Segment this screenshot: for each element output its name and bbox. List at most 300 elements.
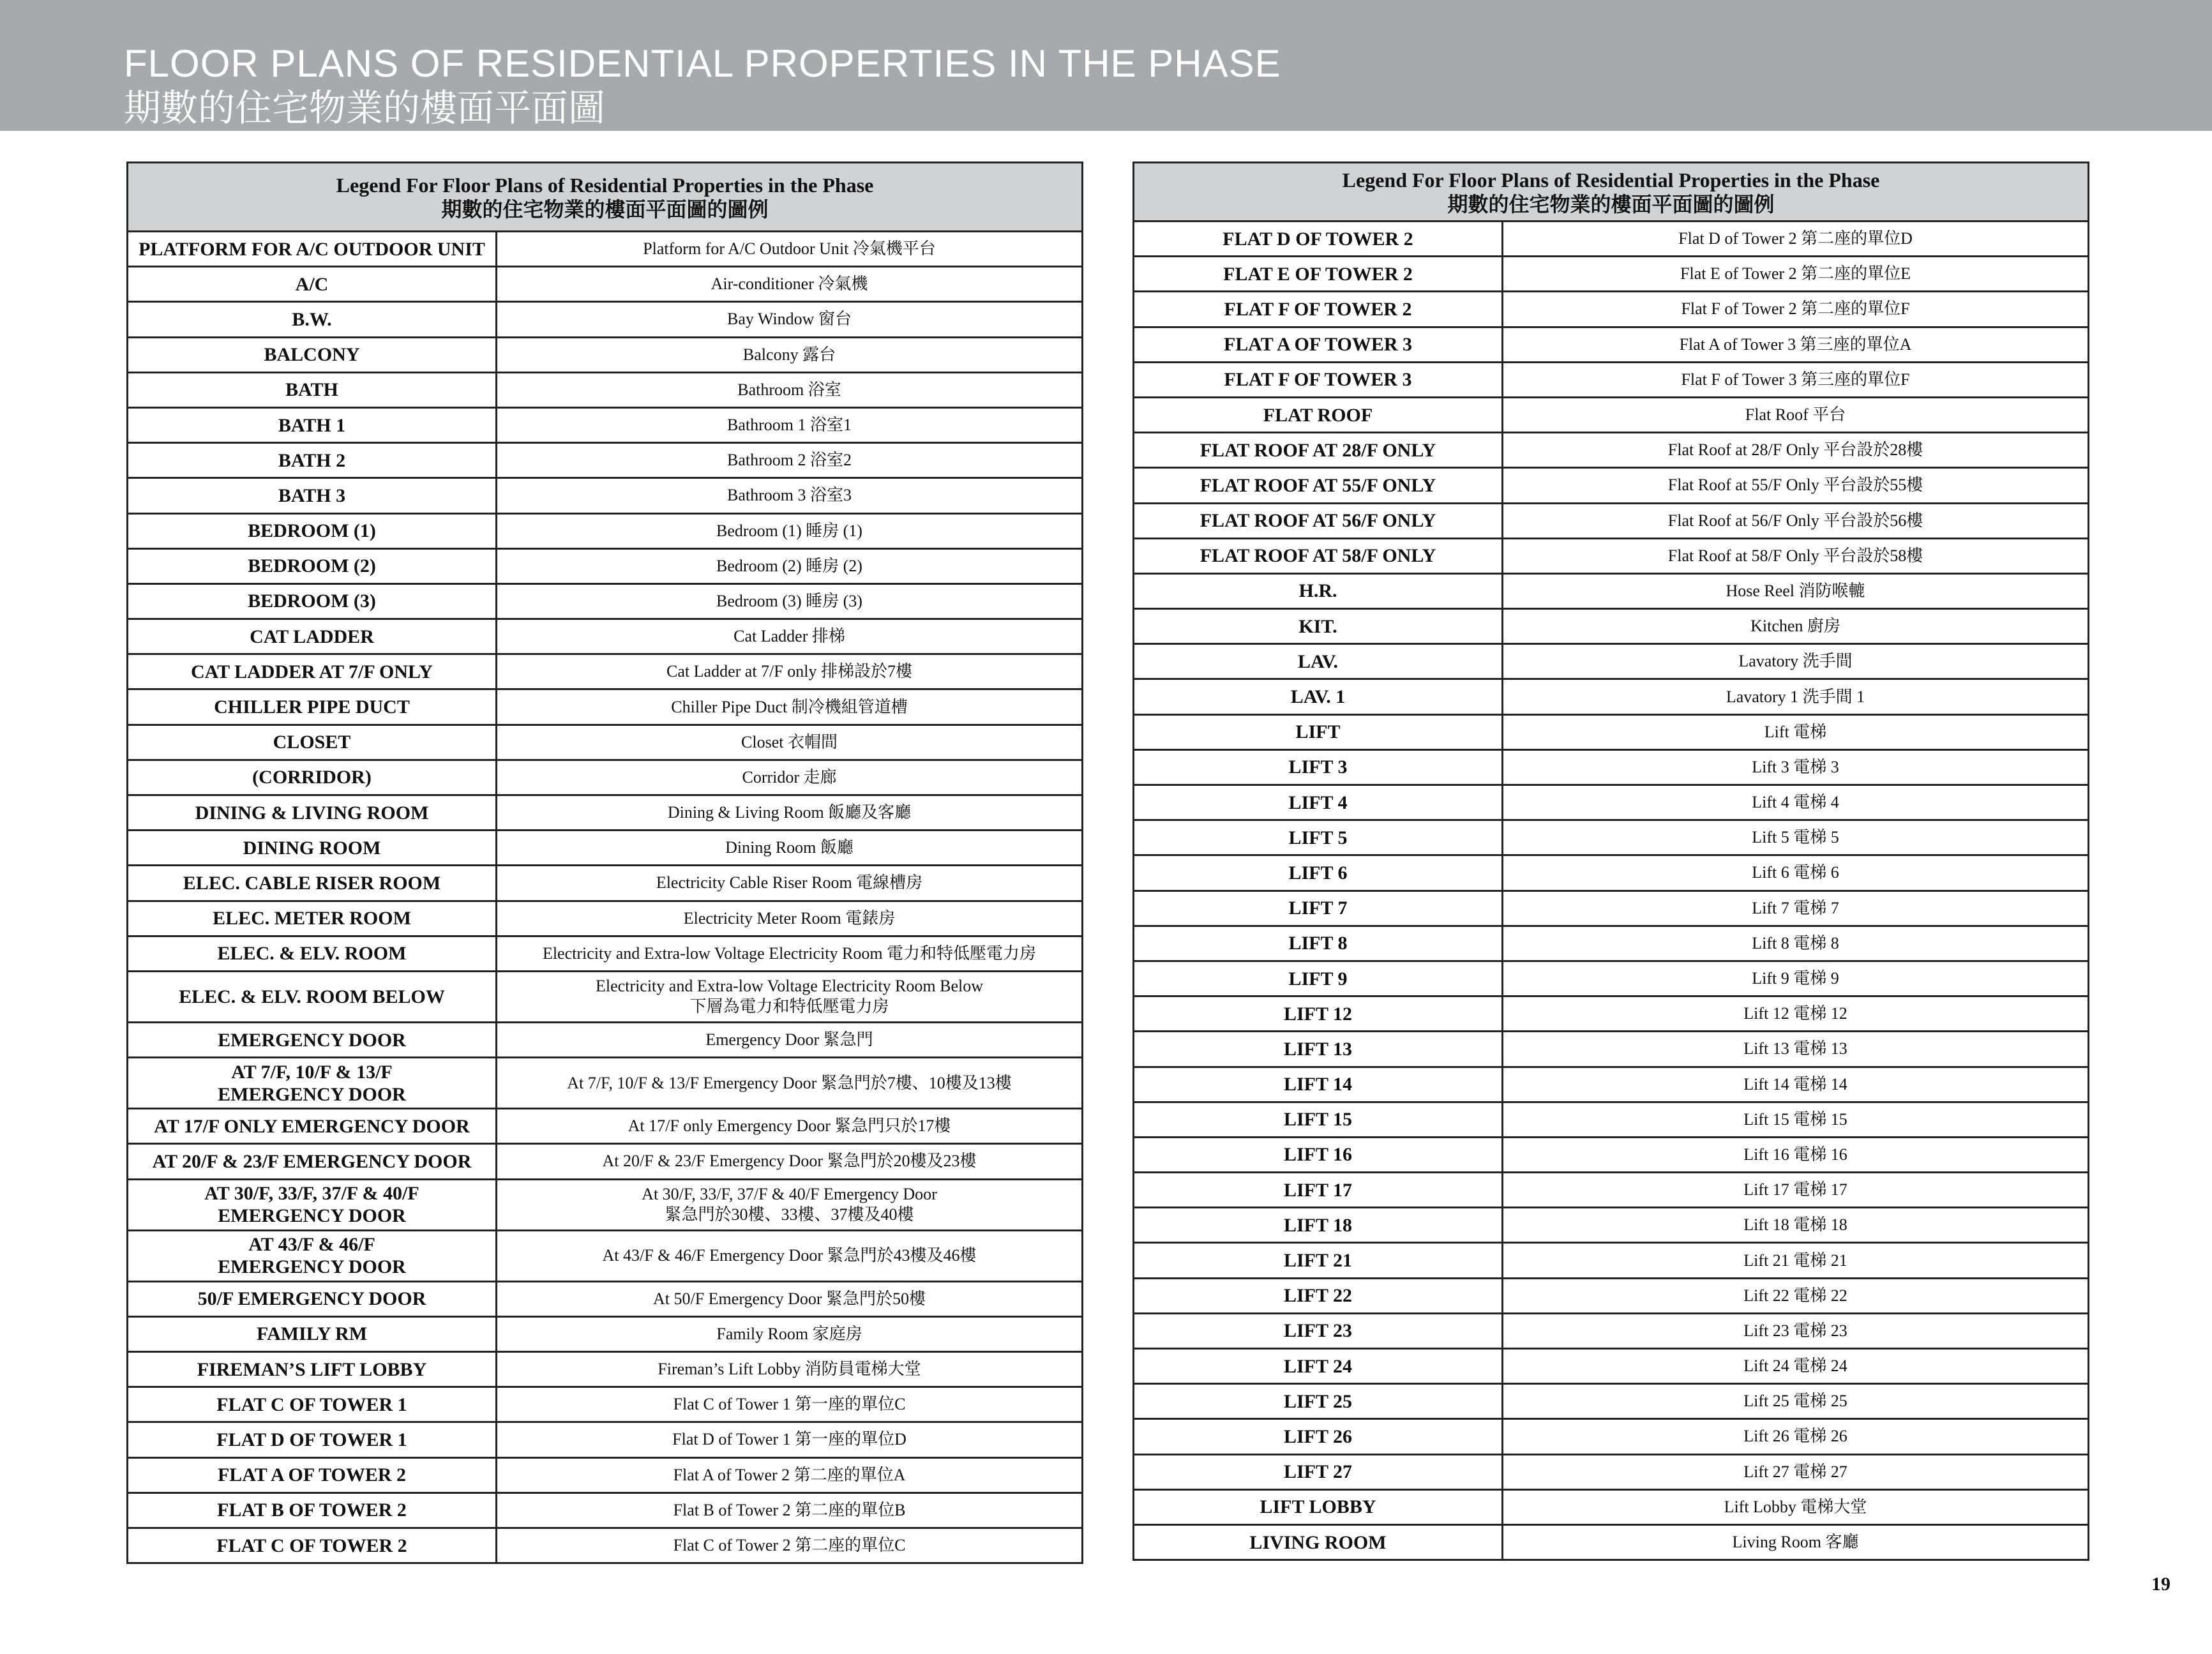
legend-abbreviation <box>1134 1067 1503 1102</box>
legend-row <box>1134 1489 2089 1524</box>
legend-description <box>497 583 1083 619</box>
legend-description <box>497 1179 1083 1230</box>
legend-abbreviation-text: LIFT 3 <box>1288 756 1348 778</box>
legend-row <box>1134 820 2089 855</box>
legend-description <box>1503 433 2089 468</box>
legend-abbreviation-text: LIFT 14 <box>1284 1074 1352 1095</box>
legend-abbreviation-text: BEDROOM (2) <box>248 555 376 577</box>
legend-description-text: Lift 27 電梯 27 <box>1743 1462 1847 1481</box>
legend-description-text: Lift 8 電梯 8 <box>1752 933 1839 952</box>
legend-description-text: Flat C of Tower 1 第一座的單位C <box>673 1395 906 1414</box>
legend-abbreviation-text: ELEC. METER ROOM <box>213 908 411 929</box>
legend-abbreviation-text: ELEC. & ELV. ROOM <box>217 943 407 965</box>
legend-abbreviation <box>1134 644 1503 679</box>
legend-abbreviation <box>1134 996 1503 1032</box>
legend-description-text: Emergency Door 緊急門 <box>705 1030 873 1049</box>
legend-abbreviation <box>128 267 497 302</box>
legend-abbreviation <box>1134 820 1503 855</box>
legend-abbreviation <box>1134 1489 1503 1524</box>
legend-row <box>128 1109 1083 1144</box>
legend-abbreviation <box>1134 292 1503 327</box>
legend-abbreviation-text: CHILLER PIPE DUCT <box>214 696 410 718</box>
legend-row <box>128 689 1083 725</box>
legend-abbreviation-text: BATH 2 <box>278 449 346 471</box>
legend-abbreviation <box>128 302 497 337</box>
legend-description <box>1503 468 2089 503</box>
legend-description-text: Air-conditioner 冷氣機 <box>711 274 868 294</box>
legend-abbreviation <box>128 760 497 795</box>
legend-row <box>1134 573 2089 608</box>
legend-abbreviation <box>1134 468 1503 503</box>
legend-description-text: Lift 25 電梯 25 <box>1743 1392 1847 1411</box>
legend-abbreviation <box>1134 1208 1503 1243</box>
legend-row <box>1134 468 2089 503</box>
legend-description-text: Flat Roof at 58/F Only 平台設於58樓 <box>1667 546 1923 565</box>
legend-abbreviation-text: B.W. <box>292 308 332 330</box>
legend-abbreviation-text: FLAT ROOF <box>1263 404 1373 426</box>
legend-abbreviation-text: DINING ROOM <box>243 837 381 859</box>
legend-row <box>128 1230 1083 1281</box>
legend-description <box>1503 749 2089 785</box>
legend-abbreviation-text: LIFT 13 <box>1284 1038 1352 1060</box>
legend-description <box>497 936 1083 971</box>
legend-description-text: Flat C of Tower 2 第二座的單位C <box>673 1536 906 1555</box>
legend-abbreviation <box>128 936 497 971</box>
legend-abbreviation-text: CAT LADDER AT 7/F ONLY <box>191 661 433 682</box>
legend-description-text: Lift 18 電梯 18 <box>1743 1215 1847 1235</box>
legend-description <box>497 795 1083 831</box>
legend-description <box>1503 292 2089 327</box>
legend-description-text: Kitchen 廚房 <box>1750 617 1840 636</box>
legend-abbreviation-text: LIFT 6 <box>1288 862 1348 883</box>
legend-abbreviation <box>128 831 497 866</box>
legend-abbreviation-text: KIT. <box>1298 615 1337 637</box>
legend-abbreviation <box>128 583 497 619</box>
legend-description-text: Lift 24 電梯 24 <box>1743 1357 1847 1376</box>
legend-description-text: Chiller Pipe Duct 制冷機組管道槽 <box>671 697 908 716</box>
legend-description-text: Flat Roof at 56/F Only 平台設於56樓 <box>1667 511 1923 530</box>
legend-abbreviation-text: ELEC. & ELV. ROOM BELOW <box>179 986 445 1007</box>
legend-abbreviation <box>1134 926 1503 961</box>
legend-row <box>128 407 1083 442</box>
legend-table-right <box>1132 162 2089 1561</box>
legend-description <box>497 1281 1083 1316</box>
legend-description-text: Flat B of Tower 2 第二座的單位B <box>673 1500 906 1519</box>
legend-abbreviation <box>128 1109 497 1144</box>
legend-row <box>1134 1384 2089 1419</box>
legend-abbreviation <box>1134 891 1503 926</box>
legend-description-text: Lift 5 電梯 5 <box>1752 828 1839 847</box>
legend-description <box>497 619 1083 654</box>
legend-abbreviation <box>1134 1278 1503 1313</box>
legend-row <box>128 654 1083 689</box>
legend-description-text: Electricity and Extra-low Voltage Electricity Room Below <box>596 977 983 996</box>
legend-abbreviation <box>128 901 497 936</box>
legend-description <box>497 548 1083 583</box>
legend-description-text: Lift 9 電梯 9 <box>1752 969 1839 988</box>
legend-abbreviation <box>1134 222 1503 257</box>
legend-abbreviation <box>128 1144 497 1179</box>
legend-abbreviation <box>1134 327 1503 362</box>
legend-description-text: Lift 6 電梯 6 <box>1752 863 1839 882</box>
legend-title-zh: 期數的住宅物業的樓面平面圖的圖例 <box>441 197 769 221</box>
legend-description-text: Bathroom 1 浴室1 <box>727 416 852 435</box>
legend-description <box>1503 820 2089 855</box>
legend-description-text: At 30/F, 33/F, 37/F & 40/F Emergency Door <box>642 1185 937 1204</box>
legend-row <box>1134 397 2089 432</box>
legend-description <box>1503 855 2089 891</box>
legend-description-text: Cat Ladder at 7/F only 排梯設於7樓 <box>666 662 912 681</box>
legend-description <box>1503 327 2089 362</box>
legend-description <box>1503 1137 2089 1172</box>
legend-description-text: Lift 17 電梯 17 <box>1743 1180 1847 1199</box>
legend-description-text: Lift 13 電梯 13 <box>1743 1039 1847 1058</box>
legend-description <box>1503 1454 2089 1489</box>
legend-description <box>497 478 1083 513</box>
page-title-zh: 期數的住宅物業的樓面平面圖 <box>124 86 606 130</box>
legend-row <box>128 302 1083 337</box>
legend-abbreviation-text: LIFT 21 <box>1284 1250 1352 1272</box>
legend-abbreviation-text: FLAT F OF TOWER 3 <box>1224 369 1412 391</box>
legend-abbreviation <box>1134 1454 1503 1489</box>
legend-description-text: Lift 12 電梯 12 <box>1743 1004 1847 1023</box>
legend-description <box>497 337 1083 372</box>
legend-row <box>1134 1102 2089 1137</box>
legend-abbreviation-text-line2: EMERGENCY DOOR <box>218 1205 406 1227</box>
legend-abbreviation-text: FLAT ROOF AT 58/F ONLY <box>1200 545 1436 567</box>
legend-abbreviation-text: LIFT 25 <box>1284 1390 1352 1412</box>
legend-abbreviation <box>128 443 497 478</box>
legend-abbreviation-text: BATH 1 <box>278 414 346 436</box>
legend-description-text: Balcony 露台 <box>742 345 836 364</box>
legend-abbreviation <box>1134 1419 1503 1454</box>
legend-abbreviation-text: LIFT 7 <box>1288 898 1348 919</box>
legend-row <box>1134 1313 2089 1348</box>
legend-abbreviation-text: BATH 3 <box>278 485 346 506</box>
legend-abbreviation <box>1134 1173 1503 1208</box>
legend-description-text: Lift 電梯 <box>1764 722 1827 741</box>
legend-row <box>1134 327 2089 362</box>
legend-description-text: Bathroom 2 浴室2 <box>727 451 852 470</box>
legend-abbreviation <box>128 232 497 267</box>
legend-description-text: Bathroom 3 浴室3 <box>727 486 852 505</box>
legend-description-text-line2: 下層為電力和特低壓電力房 <box>689 997 889 1016</box>
legend-description <box>1503 573 2089 608</box>
legend-abbreviation-text: LIFT 27 <box>1284 1461 1352 1483</box>
legend-abbreviation-text: PLATFORM FOR A/C OUTDOOR UNIT <box>139 238 485 260</box>
legend-abbreviation <box>1134 749 1503 785</box>
legend-abbreviation <box>1134 1137 1503 1172</box>
legend-description <box>497 654 1083 689</box>
legend-abbreviation <box>128 1022 497 1057</box>
legend-abbreviation-text: ELEC. CABLE RISER ROOM <box>183 872 441 894</box>
legend-description <box>497 1422 1083 1457</box>
legend-abbreviation <box>1134 1102 1503 1137</box>
legend-abbreviation-text: BALCONY <box>264 344 360 366</box>
legend-abbreviation <box>1134 573 1503 608</box>
legend-abbreviation <box>128 1492 497 1528</box>
legend-row <box>1134 961 2089 996</box>
legend-description <box>497 513 1083 548</box>
legend-abbreviation <box>128 689 497 725</box>
legend-row <box>128 1316 1083 1351</box>
legend-description <box>1503 644 2089 679</box>
legend-abbreviation <box>1134 1313 1503 1348</box>
legend-row <box>1134 749 2089 785</box>
legend-description <box>497 760 1083 795</box>
legend-abbreviation <box>128 971 497 1022</box>
legend-abbreviation <box>1134 961 1503 996</box>
legend-description-text: Lift 14 電梯 14 <box>1743 1074 1847 1094</box>
legend-abbreviation <box>128 407 497 442</box>
legend-description <box>1503 996 2089 1032</box>
legend-abbreviation-text: FLAT D OF TOWER 2 <box>1223 228 1413 250</box>
page-title-en: FLOOR PLANS OF RESIDENTIAL PROPERTIES IN THE PHASE <box>124 42 1281 85</box>
legend-row <box>128 267 1083 302</box>
legend-row <box>128 583 1083 619</box>
legend-description <box>497 407 1083 442</box>
legend-abbreviation-text: LIFT LOBBY <box>1260 1496 1376 1518</box>
legend-description-text: Flat D of Tower 1 第一座的單位D <box>672 1430 907 1449</box>
legend-description <box>1503 1067 2089 1102</box>
legend-abbreviation <box>1134 397 1503 432</box>
legend-description <box>497 1352 1083 1387</box>
legend-abbreviation-text: LIFT 15 <box>1284 1109 1352 1131</box>
legend-abbreviation <box>128 1457 497 1492</box>
legend-row <box>128 971 1083 1022</box>
legend-description <box>1503 926 2089 961</box>
legend-description-text: At 50/F Emergency Door 緊急門於50樓 <box>652 1289 926 1308</box>
legend-abbreviation <box>1134 538 1503 573</box>
legend-abbreviation-text: BEDROOM (3) <box>248 590 376 612</box>
legend-description-text: Lavatory 1 洗手間 1 <box>1726 687 1865 706</box>
legend-row <box>1134 1349 2089 1384</box>
legend-abbreviation-text: LIFT 23 <box>1284 1320 1352 1342</box>
legend-description-text-line2: 緊急門於30樓、33樓、37樓及40樓 <box>665 1205 914 1224</box>
legend-row <box>128 513 1083 548</box>
legend-description <box>1503 503 2089 538</box>
legend-description-text: Dining & Living Room 飯廳及客廳 <box>667 803 912 822</box>
legend-description-text: Closet 衣帽間 <box>741 732 838 751</box>
legend-abbreviation <box>128 478 497 513</box>
legend-row <box>128 795 1083 831</box>
legend-description-text: Bedroom (2) 睡房 (2) <box>716 556 862 575</box>
legend-row <box>1134 292 2089 327</box>
legend-description <box>497 831 1083 866</box>
legend-abbreviation-text: LIFT 17 <box>1284 1179 1352 1201</box>
legend-abbreviation-text: LIFT 24 <box>1284 1355 1352 1377</box>
legend-abbreviation-text: LIFT 9 <box>1288 968 1348 989</box>
legend-abbreviation <box>128 372 497 407</box>
legend-description <box>1503 679 2089 714</box>
legend-description-text: Bedroom (1) 睡房 (1) <box>716 521 862 540</box>
legend-description <box>1503 1384 2089 1419</box>
legend-abbreviation-text: (CORRIDOR) <box>252 767 372 788</box>
legend-description-text: Bedroom (3) 睡房 (3) <box>716 591 862 610</box>
legend-description <box>1503 257 2089 292</box>
header-band <box>0 0 2212 131</box>
legend-abbreviation <box>1134 433 1503 468</box>
legend-description <box>1503 538 2089 573</box>
legend-description <box>497 1109 1083 1144</box>
legend-abbreviation <box>128 1058 497 1109</box>
legend-abbreviation-text: H.R. <box>1298 580 1337 602</box>
legend-abbreviation-text: LIFT 22 <box>1284 1285 1352 1307</box>
legend-description <box>497 1316 1083 1351</box>
legend-description-text: Family Room 家庭房 <box>716 1324 862 1343</box>
legend-abbreviation-text-line2: EMERGENCY DOOR <box>218 1256 406 1278</box>
legend-row <box>1134 714 2089 749</box>
legend-abbreviation-text: FLAT A OF TOWER 3 <box>1223 334 1413 356</box>
legend-row <box>1134 996 2089 1032</box>
legend-abbreviation-text: BEDROOM (1) <box>248 520 376 542</box>
legend-description <box>1503 891 2089 926</box>
legend-row <box>128 901 1083 936</box>
legend-description <box>1503 961 2089 996</box>
legend-row <box>1134 257 2089 292</box>
legend-row <box>128 725 1083 760</box>
legend-title-en: Legend For Floor Plans of Residential Properties in the Phase <box>336 173 874 197</box>
legend-abbreviation-text: A/C <box>295 273 329 295</box>
legend-title <box>1134 163 2089 222</box>
legend-description <box>1503 397 2089 432</box>
legend-description <box>497 302 1083 337</box>
legend-description <box>497 1144 1083 1179</box>
legend-description <box>1503 222 2089 257</box>
legend-description-text: Bay Window 窗台 <box>727 310 852 329</box>
legend-abbreviation <box>128 1422 497 1457</box>
legend-description-text: Lift 4 電梯 4 <box>1752 793 1839 812</box>
legend-abbreviation-text: CLOSET <box>273 732 351 753</box>
legend-abbreviation <box>1134 714 1503 749</box>
legend-abbreviation-text: FIREMAN’S LIFT LOBBY <box>197 1358 427 1380</box>
legend-row <box>1134 1419 2089 1454</box>
legend-row <box>128 337 1083 372</box>
legend-abbreviation-text: FLAT ROOF AT 55/F ONLY <box>1200 474 1436 496</box>
legend-description <box>497 232 1083 267</box>
legend-row <box>1134 891 2089 926</box>
legend-row <box>1134 1243 2089 1278</box>
legend-description <box>1503 1278 2089 1313</box>
legend-row <box>128 1281 1083 1316</box>
legend-description-text: Flat A of Tower 3 第三座的單位A <box>1679 335 1912 354</box>
legend-abbreviation-text: FLAT A OF TOWER 2 <box>217 1464 407 1486</box>
legend-abbreviation <box>128 866 497 901</box>
legend-description-text: Electricity Cable Riser Room 電線槽房 <box>656 873 923 892</box>
legend-description <box>497 1058 1083 1109</box>
legend-abbreviation-text: LIFT 26 <box>1284 1425 1352 1447</box>
legend-row <box>1134 362 2089 397</box>
legend-row <box>128 548 1083 583</box>
legend-row <box>128 936 1083 971</box>
legend-abbreviation-text: LIFT 18 <box>1284 1214 1352 1236</box>
legend-description-text: Lift 23 電梯 23 <box>1743 1321 1847 1340</box>
legend-description-text: Flat Roof 平台 <box>1745 405 1846 425</box>
legend-row <box>128 478 1083 513</box>
legend-abbreviation <box>1134 1349 1503 1384</box>
legend-row <box>1134 644 2089 679</box>
legend-row <box>1134 1067 2089 1102</box>
legend-abbreviation-text: AT 20/F & 23/F EMERGENCY DOOR <box>152 1150 472 1172</box>
legend-row <box>128 866 1083 901</box>
legend-description-text: Fireman’s Lift Lobby 消防員電梯大堂 <box>658 1360 921 1379</box>
legend-description <box>497 1022 1083 1057</box>
legend-abbreviation <box>128 654 497 689</box>
legend-abbreviation-text: FLAT F OF TOWER 2 <box>1224 298 1412 320</box>
legend-description-text: At 17/F only Emergency Door 緊急門只於17樓 <box>628 1116 951 1136</box>
legend-abbreviation-text: FLAT C OF TOWER 1 <box>216 1394 407 1415</box>
legend-abbreviation-text: FLAT D OF TOWER 1 <box>216 1429 407 1450</box>
legend-abbreviation <box>128 1316 497 1351</box>
legend-row <box>1134 679 2089 714</box>
legend-description-text: At 20/F & 23/F Emergency Door 緊急門於20樓及23樓 <box>602 1152 977 1171</box>
legend-description <box>1503 1349 2089 1384</box>
legend-description <box>1503 1173 2089 1208</box>
legend-abbreviation-text: LIFT <box>1295 721 1341 743</box>
legend-title <box>128 163 1083 232</box>
legend-abbreviation-text: LIFT 16 <box>1284 1144 1352 1166</box>
legend-description-text: Platform for A/C Outdoor Unit 冷氣機平台 <box>643 239 936 259</box>
legend-abbreviation <box>128 1387 497 1422</box>
legend-description-text: Lavatory 洗手間 <box>1738 652 1853 671</box>
legend-description-text: Lift 21 電梯 21 <box>1743 1251 1847 1270</box>
legend-description <box>1503 609 2089 644</box>
legend-row <box>1134 1208 2089 1243</box>
legend-abbreviation <box>1134 1243 1503 1278</box>
legend-description <box>497 725 1083 760</box>
legend-description-text: Lift 7 電梯 7 <box>1752 898 1839 917</box>
legend-abbreviation <box>128 1352 497 1387</box>
legend-row <box>1134 855 2089 891</box>
legend-abbreviation <box>1134 257 1503 292</box>
legend-abbreviation <box>128 548 497 583</box>
legend-row <box>128 619 1083 654</box>
legend-description <box>497 901 1083 936</box>
legend-description <box>497 1230 1083 1281</box>
legend-description <box>1503 1524 2089 1560</box>
legend-description-text: Lift 3 電梯 3 <box>1752 757 1839 776</box>
legend-description-text: Lift 22 電梯 22 <box>1743 1286 1847 1305</box>
legend-description <box>1503 1102 2089 1137</box>
legend-row <box>128 1387 1083 1422</box>
legend-abbreviation-text: CAT LADDER <box>250 626 374 647</box>
legend-description <box>497 1528 1083 1563</box>
legend-row <box>1134 609 2089 644</box>
legend-row <box>1134 1173 2089 1208</box>
legend-row <box>1134 503 2089 538</box>
legend-row <box>1134 1524 2089 1560</box>
legend-abbreviation-text: FLAT B OF TOWER 2 <box>217 1500 407 1521</box>
legend-description-text: Living Room 客廳 <box>1732 1533 1859 1552</box>
legend-abbreviation <box>128 619 497 654</box>
legend-description <box>497 372 1083 407</box>
legend-description-text: Flat A of Tower 2 第二座的單位A <box>673 1465 906 1484</box>
legend-row <box>1134 538 2089 573</box>
legend-row <box>128 760 1083 795</box>
legend-abbreviation-text: FLAT ROOF AT 56/F ONLY <box>1200 510 1436 532</box>
legend-description-text: Electricity Meter Room 電錶房 <box>683 908 896 928</box>
legend-table-left <box>126 162 1083 1564</box>
legend-description <box>497 1492 1083 1528</box>
legend-row <box>128 443 1083 478</box>
legend-abbreviation <box>1134 503 1503 538</box>
legend-description-text: Lift Lobby 電梯大堂 <box>1724 1497 1867 1516</box>
legend-row <box>1134 1137 2089 1172</box>
legend-abbreviation <box>1134 609 1503 644</box>
legend-abbreviation-text: AT 43/F & 46/F <box>248 1234 375 1256</box>
legend-description-text: Corridor 走廊 <box>742 767 837 786</box>
legend-description-text: Bathroom 浴室 <box>737 380 841 399</box>
